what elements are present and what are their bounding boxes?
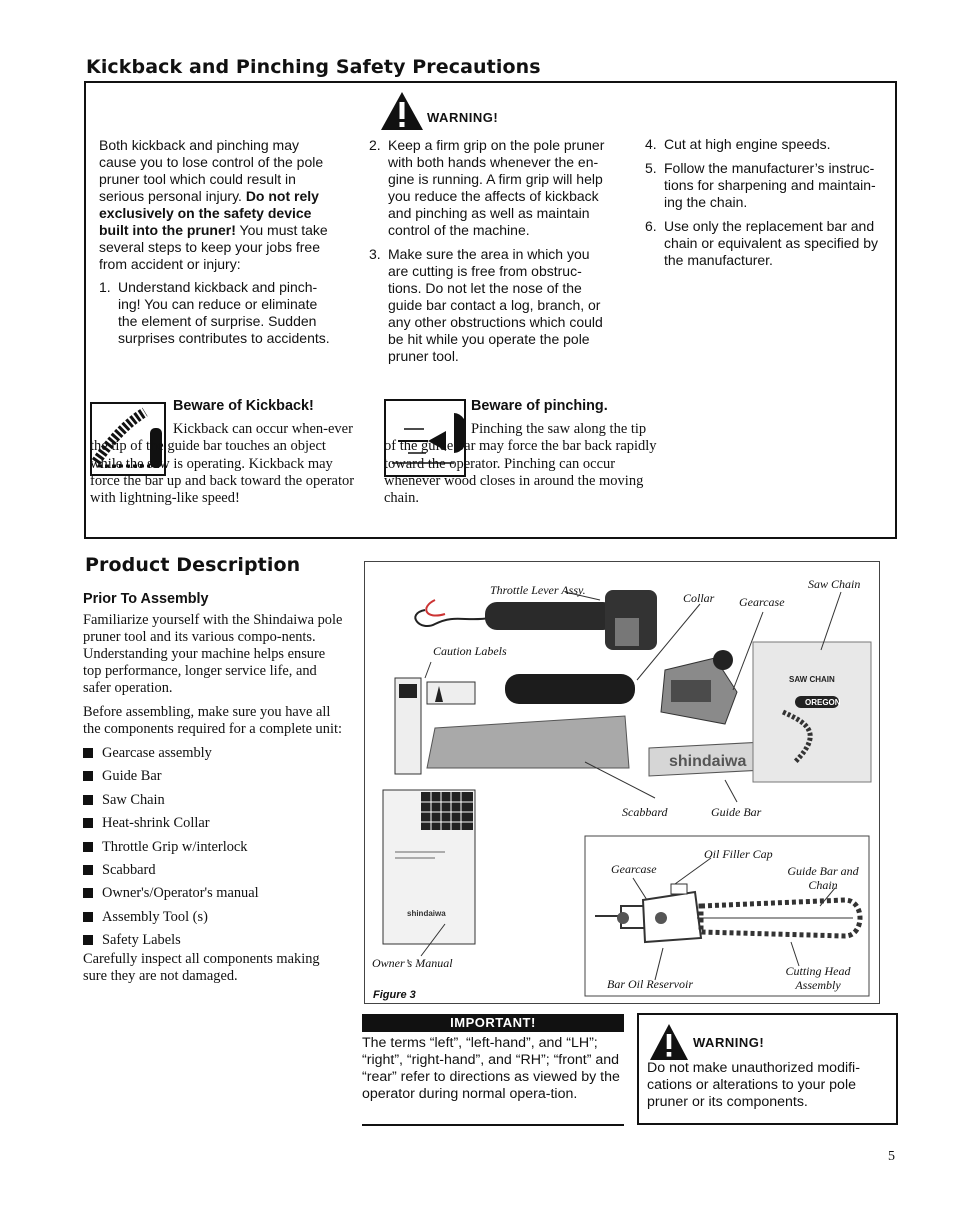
page-number: 5 (888, 1149, 895, 1164)
saw-chain-bag-label: SAW CHAIN (789, 675, 835, 684)
beware-kickback-text: Kickback can occur when-ever the tip of the guide bar touches an object while the saw is operating. Kickback may force the bar up and back toward the operator with lightning-like speed! (90, 421, 355, 507)
list-item: Owner's/Operator's manual (83, 885, 345, 908)
list-item: Scabbard (83, 862, 345, 885)
caption-throttle: Throttle Lever Assy. (490, 583, 586, 597)
caption-owners-manual: Owner’s Manual (372, 956, 453, 970)
caption-oil-filler: Oil Filler Cap (704, 847, 773, 861)
important-label: IMPORTANT! (362, 1014, 624, 1032)
caption-bar-oil: Bar Oil Reservoir (607, 977, 693, 991)
step-item: 4. Cut at high engine speeds. (645, 136, 831, 152)
product-para-2: Before assembling, make sure you have all the components required for a complete unit: (83, 704, 342, 737)
caption-caution-labels: Caution Labels (433, 644, 507, 658)
caption-cutting-head: Cutting Head Assembly (785, 964, 851, 992)
caption-guide-bar: Guide Bar (711, 805, 762, 819)
list-item: Guide Bar (83, 768, 345, 791)
kickback-intro-bold: Do not rely exclusively on the safety device built into the pruner! (99, 188, 319, 238)
prior-assembly-subtitle: Prior To Assembly (83, 591, 209, 607)
product-para-1: Familiarize yourself with the Shindaiwa pole pruner tool and its various compo-nents. Understanding your machine helps ensure top performance, longer service life, and safer operation. (83, 612, 343, 696)
caption-inset-gearcase: Gearcase (611, 862, 657, 876)
caption-saw-chain: Saw Chain (808, 577, 861, 591)
warning-icon (380, 91, 424, 131)
list-item: Saw Chain (83, 792, 345, 815)
kickback-column-1 (99, 137, 339, 354)
saw-chain-bag-image (753, 642, 871, 782)
kickback-intro (99, 137, 339, 273)
scabbard-image (427, 716, 629, 768)
step-item: 3. Make sure the area in which you are cutting is free from obstruc-tions. Do not let the nose of the guide bar contact a log, branch, or any other obstructions which could be hit while you operate the pole pruner tool. (369, 246, 603, 364)
step-item: 1. Understand kickback and pinch-ing! You can reduce or eliminate the element of surprise. Sudden surprises contributes to accidents. (99, 279, 330, 346)
warning-label: WARNING! (427, 110, 499, 125)
product-body (83, 612, 345, 985)
beware-pinching-title: Beware of pinching. (471, 398, 608, 414)
caption-collar: Collar (683, 591, 715, 605)
product-para-3: Carefully inspect all components making sure they are not damaged. (83, 951, 320, 985)
figure-label: Figure 3 (373, 989, 416, 1001)
list-item: Gearcase assembly (83, 745, 345, 768)
list-item: Heat-shrink Collar (83, 815, 345, 838)
owners-manual-image (383, 790, 475, 944)
beware-kickback-title: Beware of Kickback! (173, 398, 314, 414)
oregon-logo-text: OREGON (805, 698, 841, 707)
guide-bar-brand: shindaiwa (669, 753, 747, 770)
important-box (362, 1014, 624, 1126)
list-item: Assembly Tool (s) (83, 909, 345, 932)
figure-illustration (365, 562, 879, 1003)
caption-gearcase: Gearcase (739, 595, 785, 609)
step-item: 5. Follow the manufacturer’s instruc-tions for sharpening and maintain-ing the chain. (645, 160, 876, 210)
kickback-column-2 (369, 137, 611, 372)
list-item: Throttle Grip w/interlock (83, 839, 345, 862)
warning-text: Do not make unauthorized modifi-cations or alterations to your pole pruner or its components. (647, 1060, 860, 1110)
figure-3 (364, 561, 880, 1004)
throttle-grip-image (415, 590, 657, 650)
warning-label: WARNING! (693, 1035, 765, 1050)
warning-box (637, 1013, 898, 1125)
list-item: Safety Labels (83, 932, 345, 951)
step-item: 2. Keep a firm grip on the pole pruner with both hands whenever the en-gine is running. A firm grip will help you reduce the affects of kickback and pinching as well as maintain control of the machine. (369, 137, 605, 238)
kickback-intro-tail: You must take several steps to keep your jobs free from accident or injury: (99, 222, 328, 272)
caption-bar-chain: Guide Bar and Chain (787, 864, 859, 892)
component-list (83, 745, 345, 951)
section-title-product: Product Description (85, 554, 301, 576)
step-item: 6. Use only the replacement bar and chain or equivalent as specified by the manufacturer. (645, 218, 879, 268)
important-text: The terms “left”, “left-hand”, and “LH”; “right”, “right-hand”, and “RH”; “front” and “rear” refer to directions as viewed by the operator during normal opera-tion. (362, 1035, 620, 1102)
kickback-column-3 (645, 136, 887, 276)
collar-image (505, 674, 635, 704)
kickback-intro-text: Both kickback and pinching may cause you to lose control of the pole pruner tool which could result in serious personal injury. (99, 137, 324, 204)
manual-brand: shindaiwa (407, 909, 446, 918)
warning-icon (649, 1023, 689, 1061)
beware-pinching-text: Pinching the saw along the tip of the guide bar may force the bar back rapidly toward the operator. Pinching can occur whenever wood closes in around the moving chain. (384, 421, 657, 507)
section-title-kickback: Kickback and Pinching Safety Precautions (86, 56, 541, 78)
gearcase-image (661, 650, 737, 724)
caption-scabbard: Scabbard (622, 805, 668, 819)
